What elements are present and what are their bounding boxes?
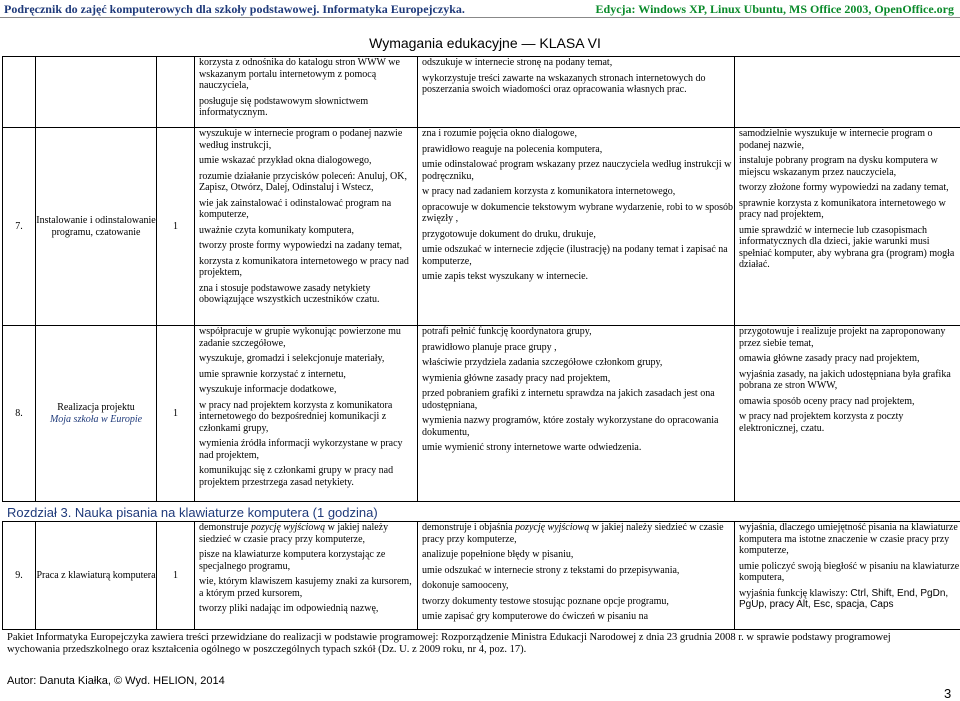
basic-requirements-cell [195, 57, 418, 128]
requirement-item: zna i rozumie pojęcia okno dialogowe, [422, 128, 577, 139]
table-row [3, 326, 960, 502]
requirement-item: dokonuje samooceny, [422, 580, 509, 591]
requirement-item: wyszukuje w internecie program o podanej nazwie według instrukcji, [199, 128, 403, 151]
advanced-requirements-cell [735, 326, 960, 502]
requirements-table [2, 56, 960, 502]
requirement-item: umie sprawnie korzystać z internetu, [199, 368, 346, 380]
lesson-number: 9. [3, 522, 36, 630]
requirement-item: wyszukuje, gromadzi i selekcjonuje materiały, [199, 353, 385, 364]
table-row [3, 522, 960, 630]
requirement-item: tworzy pliki nadając im odpowiednią nazwę, [199, 603, 379, 614]
requirement-item: tworzy proste formy wypowiedzi na zadany temat, [199, 240, 402, 251]
requirement-item: pisze na klawiaturze komputera korzystając ze specjalnego programu, [199, 549, 386, 572]
section-heading: Rozdział 3. Nauka pisania na klawiaturze komputera (1 godzina) [7, 505, 378, 520]
requirement-item: wymienia nazwy programów, które zostały wykorzystane do opracowania dokumentu, [422, 415, 719, 438]
requirement-item: opracowuje w dokumencie tekstowym wybrane wydarzenie, robi to w sposób zwięzły , [422, 201, 734, 224]
requirement-item: sprawnie korzysta z komunikatora internetowego w pracy nad projektem, [739, 197, 946, 220]
lesson-title-cell [36, 326, 157, 502]
requirement-item: wyszukuje informacje dodatkowe, [199, 384, 337, 395]
requirement-item: wykorzystuje treści zawarte na wskazanych stronach internetowych do poszerzania swoich wiadomości oraz opracowania własnych prac. [422, 72, 706, 95]
lesson-number: 8. [3, 326, 36, 502]
requirement-item: umie zapis tekst wyszukany w internecie. [422, 271, 589, 282]
advanced-requirements-cell [735, 128, 960, 326]
requirement-item: odszukuje w internecie stronę na podany temat, [422, 57, 613, 68]
requirement-item: wymienia źródła informacji wykorzystane w pracy nad projektem, [199, 438, 403, 461]
page-header [0, 0, 960, 18]
lesson-hours: 1 [157, 128, 195, 326]
requirement-item: umie wskazać przykład okna dialogowego, [199, 155, 372, 166]
requirement-item: wymienia główne zasady pracy nad projektem, [422, 372, 611, 384]
requirement-item: umie odinstalować program wskazany przez nauczyciela według instrukcji w podręczniku, [422, 159, 732, 182]
lesson-title: Instalowanie i odinstalowanie programu, czatowanie [36, 128, 157, 326]
requirements-table-2 [2, 521, 960, 630]
keyboard-keys: Ctrl, Shift, End, PgDn, PgUp, pracy Alt, Esc, spacja, Caps [739, 587, 949, 610]
extended-requirements-cell [418, 128, 735, 326]
requirement-item: rozumie działanie przycisków poleceń: Anuluj, OK, Zapisz, Otwórz, Dalej, Odinstaluj i Wstecz, [199, 170, 407, 193]
requirement-item: w pracy nad zadaniem korzysta z komunikatora internetowego, [422, 186, 676, 197]
requirement-item: umie odszukać w internecie zdjęcie (ilustrację) na podany temat i zapisać na komputerze, [422, 244, 728, 267]
requirement-item: samodzielnie wyszukuje w internecie program o podanej nazwie, [739, 128, 933, 151]
basic-requirements-cell [195, 326, 418, 502]
requirement-item: w pracy nad projektem korzysta z komunikatora internetowego do bezpośredniej komunikacji z członkami grupy, [199, 399, 393, 434]
requirement-item: komunikując się z członkami grupy w pracy nad projektem przestrzega zasad netykiety. [199, 465, 394, 488]
requirement-item: współpracuje w grupie wykonując powierzone mu zadanie szczegółowe, [199, 326, 401, 349]
requirement-item: posługuje się podstawowym słownictwem informatycznym. [199, 95, 369, 118]
page-number: 3 [944, 686, 952, 701]
lesson-subtitle: Moja szkoła w Europie [49, 413, 143, 425]
lesson-number: 7. [3, 128, 36, 326]
requirement-item: w pracy nad projektem korzysta z poczty elektronicznej, czatu. [739, 411, 904, 434]
requirement-item: umie wymienić strony internetowe warte odwiedzenia. [422, 442, 642, 453]
extended-requirements-cell [418, 522, 735, 630]
requirement-item: właściwie przydziela zadania szczegółowe członkom grupy, [422, 357, 663, 368]
requirement-item: umie odszukać w internecie strony z tekstami do przepisywania, [422, 564, 680, 576]
basic-requirements-cell [195, 128, 418, 326]
requirement-item: wie jak zainstalować i odinstalować program na komputerze, [199, 197, 392, 220]
requirement-item: umie zapisać gry komputerowe do ćwiczeń w pisaniu na [422, 611, 649, 622]
requirement-item: umie sprawdzić w internecie lub czasopismach informatycznych dla dzieci, jakie warunki musi spełniać komputer, aby wybrana gra (program) mogła działać. [739, 224, 955, 270]
page-title: Wymagania edukacyjne — KLASA VI [369, 35, 601, 51]
header-edition: Edycja: Windows XP, Linux Ubuntu, MS Office 2003, OpenOffice.org [595, 2, 954, 16]
requirement-item: uważnie czyta komunikaty komputera, [199, 224, 354, 236]
requirement-item: wyjaśnia funkcję klawiszy: Ctrl, Shift, End, PgDn, PgUp, pracy Alt, Esc, spacja, Caps [739, 587, 949, 610]
requirement-item: zna i stosuje podstawowe zasady netykiety obowiązujące wszystkich uczestników czatu. [199, 282, 380, 305]
header-book-title: Podręcznik do zajęć komputerowych dla szkoły podstawowej. Informatyka Europejczyka. [4, 2, 465, 16]
requirement-item: analizuje popełnione błędy w pisaniu, [422, 549, 574, 560]
requirement-item: potrafi pełnić funkcję koordynatora grupy, [422, 326, 592, 337]
requirement-item: omawia sposób oceny pracy nad projektem, [739, 395, 915, 407]
footer-note: Pakiet Informatyka Europejczyka zawiera treści przewidziane do realizacji w podstawie programowej: Rozporządzenie Ministra Edukacji Narodowej z dnia 23 grudnia 2008 r. w sprawie podstawy programowej wychowania przedszkolnego oraz kształcenia ogólnego w poszczególnych typach szkół (Dz. U. z 2009 roku, nr 4, poz. 17). [7, 632, 891, 655]
requirement-item: prawidłowo reaguje na polecenia komputera, [422, 143, 603, 155]
requirement-item: umie policzyć swoją biegłość w pisaniu na klawiaturze komputera, [739, 560, 960, 583]
requirement-item: korzysta z odnośnika do katalogu stron WWW we wskazanym portalu internetowym z pomocą nauczyciela, [199, 57, 400, 91]
requirement-item: omawia główne zasady pracy nad projektem, [739, 353, 920, 364]
lesson-title: Realizacja projektu [57, 402, 135, 413]
table-row [3, 128, 960, 326]
requirement-item: przygotowuje i realizuje projekt na zaproponowany przez siebie temat, [739, 326, 946, 349]
requirement-item: wyjaśnia zasady, na jakich udostępniana była grafika pobrana ze stron WWW, [739, 368, 951, 391]
requirement-item: tworzy dokumenty testowe stosując poznane opcje programu, [422, 595, 669, 607]
requirement-item: przed pobraniem grafiki z internetu sprawdza na jakich zasadach jest ona udostępniana, [422, 388, 715, 411]
basic-requirements-cell [195, 522, 418, 630]
lesson-hours: 1 [157, 522, 195, 630]
author-credit: Autor: Danuta Kiałka, © Wyd. HELION, 2014 [7, 675, 225, 687]
requirement-item: demonstruje pozycję wyjściową w jakiej należy siedzieć w czasie pracy przy komputerze, [199, 522, 389, 545]
lesson-title: Praca z klawiaturą komputera [36, 522, 157, 630]
extended-requirements-cell [418, 326, 735, 502]
lesson-hours: 1 [157, 326, 195, 502]
requirement-item: demonstruje i objaśnia pozycję wyjściową w jakiej należy siedzieć w czasie pracy przy komputerze, [422, 522, 724, 545]
requirement-item: tworzy złożone formy wypowiedzi na zadany temat, [739, 182, 949, 193]
requirement-item: prawidłowo planuje prace grupy , [422, 341, 557, 353]
requirement-item: korzysta z komunikatora internetowego w pracy nad projektem, [199, 255, 409, 278]
requirement-item: przygotowuje dokument do druku, drukuje, [422, 228, 596, 240]
requirement-item: instaluje pobrany program na dysku komputera w miejscu wskazanym przez nauczyciela, [739, 155, 938, 178]
table-row [3, 57, 960, 128]
extended-requirements-cell [418, 57, 735, 128]
requirement-item: wie, którym klawiszem kasujemy znaki za kursorem, a którym przed kursorem, [199, 576, 412, 599]
requirement-item: wyjaśnia, dlaczego umiejętność pisania na klawiaturze komputera ma istotne znaczenie w czasie pracy przy komputerze, [739, 522, 958, 556]
advanced-requirements-cell [735, 522, 960, 630]
